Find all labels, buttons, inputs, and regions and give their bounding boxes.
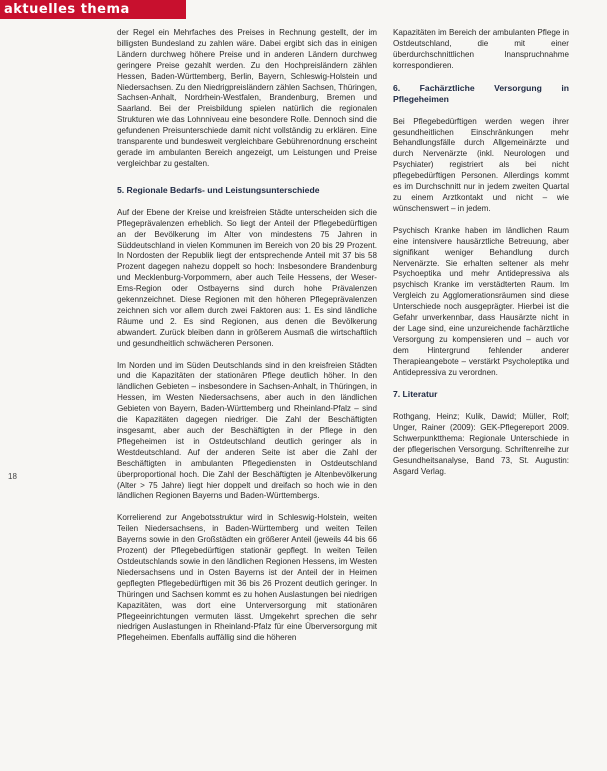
left-column (117, 28, 377, 655)
paragraph: Bei Pflegebedürftigen werden wegen ihrer gesundheitlichen Einschränkungen mehr Behandlungsfälle durch Allgemeinärzte und durch Nervenärzte (inkl. Neurologen und Psychiater) registriert als bei nicht pflegebedürftigen Personen. Allerdings kommt es im Durchschnitt nur in jedem zweiten Quartal zu einem Arztkontakt und nicht – wie wünschenswert – in jedem. (393, 116, 569, 213)
section-banner: aktuelles thema (0, 0, 186, 19)
paragraph: Psychisch Kranke haben im ländlichen Raum eine intensivere hausärztliche Betreuung, aber signifikant weniger Behandlung durch Nervenärzte. Sie erhalten seltener als mehr Psychoeptika und mehr Antidepressiva als psychisch Kranke im verstädterten Raum. Im Vergleich zu Agglomerationsräumen sind diese Unterschiede noch ausgeprägter. Hierbei ist die Gefahr unverkennbar, dass Hausärzte nicht in der Lage sind, eine unzureichende fachärztliche Versorgung zu kompensieren und – auch vor dem Hintergrund fehlender anderer Therapieangebote – verstärkt Psycholeptika und Antidepressiva zu verordnen. (393, 225, 569, 377)
section-heading: 5. Regionale Bedarfs- und Leistungsunterschiede (117, 184, 320, 195)
paragraph: Im Norden und im Süden Deutschlands sind in den kreisfreien Städten und die Kapazitäten der stationären Pflege deutlich höher. In den ländlichen Gebieten – insbesondere in Sachsen-Anhalt, in Thüringen, in Hessen, im Westen Niedersachsens, aber auch in den ländlichen Gebieten von Bayern, Baden-Württemberg und Rheinland-Pfalz – sind die Kapazitäten dagegen niedriger. Die Zahl der Beschäftigten insgesamt, aber auch der Beschäftigten in der Pflege in den Pflegeheimen ist in Ostdeutschland deutlich geringer als in Westdeutschland. Auf der anderen Seite ist aber die Zahl der Beschäftigten in ambulanten Pflegediensten in Ostdeutschland überproportional hoch. Die Zahl der Beschäftigten je Altenbevölkerung (Alter > 75 Jahre) liegt hier doppelt und dreifach so hoch wie in den ländlichen Regionen Bayerns und Baden-Württembergs. (117, 360, 377, 501)
section-heading: 6. Fachärztliche Versorgung in Pflegeheimen (393, 82, 569, 104)
paragraph: Auf der Ebene der Kreise und kreisfreien Städte unterscheiden sich die Pflegeprävalenzen erheblich. So liegt der Anteil der Pflegebedürftigen an der Bevölkerung im Alter von mindestens 75 Jahren in Süddeutschland in vielen Kommunen im Bereich von 20 bis 29 Prozent. In Nordosten der Republik liegt der entsprechende Anteil mit 37 bis 58 Prozent dagegen nahezu doppelt so hoch: Insbesondere Brandenburg und Mecklenburg-Vorpommern, aber auch Teile Hessens, der Weser-Ems-Region oder Ostbayerns sind durch hohe Prävalenzen gekennzeichnet. Diese Regionen mit den höheren Pflegeprävalenzen zeichnen sich vor allem durch zwei Faktoren aus: 1. Es sind ländliche Räume und 2. Es sind Regionen, aus denen die Bevölkerung abwandert. Zurück bleiben dann in größerem Ausmaß die wirtschaftlich und gesundheitlich schwächeren Personen. (117, 207, 377, 348)
section-heading: 7. Literatur (393, 389, 438, 400)
paragraph: Kapazitäten im Bereich der ambulanten Pflege in Ostdeutschland, die mit einer überdurchschnittlichen Inanspruchnahme korrespondieren. (393, 28, 569, 70)
paragraph: der Regel ein Mehrfaches des Preises in Rechnung gestellt, der im billigsten Bundesland zu zahlen wäre. Dabei ergibt sich das in einigen Ländern durchweg höhere Preise und in anderen Ländern durchweg geringere Preise gezahlt werden. Zu den Hochpreisländern zählen Hessen, Baden-Württemberg, Berlin, Bayern, Schleswig-Holstein und Niedersachsen. Zu den Niedrigpreisländern zählen Sachsen, Thüringen, Sachsen-Anhalt, Nordrhein-Westfalen, Brandenburg, Bremen und Saarland. Bei der Preisbildung spielen natürlich die regionalen Strukturen wie das Lohnniveau eine besondere Rolle. Dennoch sind die gefundenen Preisunterschiede damit nicht vollständig zu erklären. Eine transparente und bundesweit vergleichbare Gebührenordnung erscheint gerade im ambulanten Bereich angezeigt, um Leistungen und Preise vergleichbar zu gestalten. (117, 28, 377, 168)
paragraph: Korrelierend zur Angebotsstruktur wird in Schleswig-Holstein, weiten Teilen Niedersachsens, in Baden-Württemberg und weiten Teilen Bayerns sowie in den Großstädten ein größerer Anteil (jeweils 44 bis 66 Prozent) der Pflegebedürftigen stationär gepflegt. In weiten Teilen Ostdeutschlands sowie in den ländlichen Regionen Hessens, im Westen Niedersachsens und in Osten Bayerns ist der Anteil der in Heimen gepflegten Pflegebedürftigen mit 36 bis 26 Prozent deutlich geringer. In Thüringen und Sachsen kommt es zu hohen Auslastungen bei niedrigen Kapazitäten, was dort eine Unterversorgung mit stationären Pflegeeinrichtungen vermuten lässt. Umgekehrt sprechen die sehr niedrigen Auslastungen in Rheinland-Pfalz für eine Überversorgung mit Pflegeheimen. Ebenfalls auffällig sind die höheren (117, 513, 377, 643)
page-number: 18 (8, 472, 17, 481)
reference-entry: Rothgang, Heinz; Kulik, Dawid; Müller, Rolf; Unger, Rainer (2009): GEK-Pflegereport 2009. Schwerpunktthema: Regionale Unterschiede in der pflegerischen Versorgung. Schriftenreihe zur Gesundheitsanalyse, Band 73, St. Augustin: Asgard Verlag. (393, 412, 569, 476)
right-column (393, 28, 569, 489)
